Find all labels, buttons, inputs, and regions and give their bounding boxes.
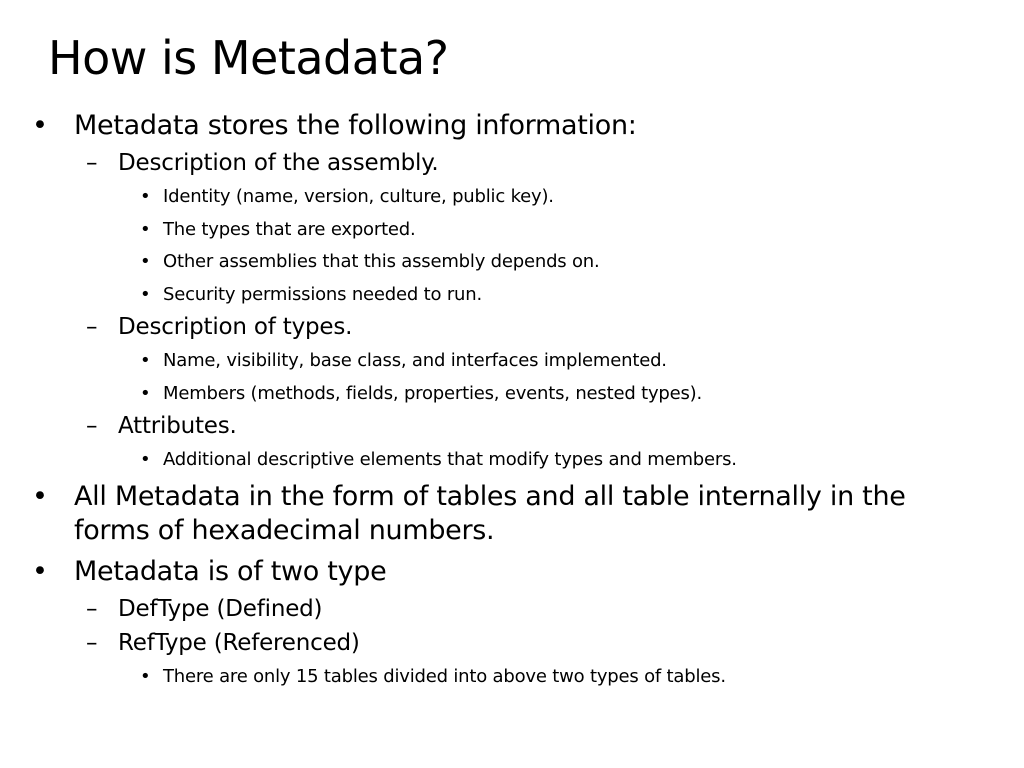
sub-bullet-item bbox=[86, 410, 958, 444]
detail-bullet-item bbox=[140, 444, 963, 477]
bullet-dot-icon: • bbox=[32, 110, 48, 141]
bullet-dot-icon: • bbox=[32, 555, 48, 587]
bullet-dash-icon: – bbox=[86, 413, 98, 439]
detail-bullet-text: Other assemblies that this assembly depends on. bbox=[163, 251, 600, 272]
bullet-item bbox=[32, 552, 954, 593]
bullet-dash-icon: – bbox=[86, 595, 98, 622]
bullet-dot-icon: • bbox=[140, 251, 151, 272]
bullet-dot-icon: • bbox=[140, 449, 151, 470]
detail-bullet-item bbox=[140, 214, 963, 247]
sub-bullet-text: RefType (Referenced) bbox=[118, 629, 360, 656]
sub-bullet-text: DefType (Defined) bbox=[118, 595, 323, 622]
detail-bullet-text: Additional descriptive elements that modify types and members. bbox=[163, 449, 737, 470]
detail-bullet-item bbox=[140, 661, 963, 694]
detail-bullet-text: There are only 15 tables divided into above two types of tables. bbox=[163, 665, 726, 687]
sub-bullet-item bbox=[86, 593, 958, 627]
bullet-dot-icon: • bbox=[140, 382, 151, 404]
slide-content bbox=[0, 106, 1024, 693]
detail-bullet-item bbox=[140, 345, 963, 378]
detail-bullet-item bbox=[140, 378, 963, 411]
slide-title: How is Metadata? bbox=[48, 31, 449, 85]
sub-bullet-item bbox=[86, 311, 958, 345]
bullet-text: Metadata stores the following information: bbox=[74, 110, 637, 141]
detail-bullet-text: The types that are exported. bbox=[163, 218, 416, 240]
bullet-dash-icon: – bbox=[86, 314, 98, 340]
bullet-dot-icon: • bbox=[140, 283, 151, 305]
detail-bullet-text: Name, visibility, base class, and interfaces implemented. bbox=[163, 350, 667, 371]
bullet-item bbox=[32, 477, 954, 552]
sub-bullet-item bbox=[86, 627, 958, 661]
bullet-dot-icon: • bbox=[140, 186, 151, 207]
bullet-dot-icon: • bbox=[32, 480, 48, 512]
bullet-text: Metadata is of two type bbox=[74, 555, 387, 587]
bullet-dot-icon: • bbox=[140, 350, 151, 371]
detail-bullet-text: Security permissions needed to run. bbox=[163, 283, 482, 305]
bullet-item bbox=[32, 106, 954, 147]
sub-bullet-text: Attributes. bbox=[118, 413, 237, 439]
bullet-dot-icon: • bbox=[140, 665, 151, 687]
bullet-dash-icon: – bbox=[86, 629, 98, 656]
detail-bullet-item bbox=[140, 279, 963, 312]
bullet-text: All Metadata in the form of tables and all table internally in the forms of hexadecimal numbers. bbox=[74, 480, 906, 546]
sub-bullet-item bbox=[86, 147, 958, 181]
detail-bullet-text: Members (methods, fields, properties, events, nested types). bbox=[163, 382, 703, 404]
detail-bullet-text: Identity (name, version, culture, public key). bbox=[163, 186, 554, 207]
detail-bullet-item bbox=[140, 181, 963, 214]
bullet-dash-icon: – bbox=[86, 150, 98, 176]
bullet-dot-icon: • bbox=[140, 218, 151, 240]
sub-bullet-text: Description of types. bbox=[118, 314, 353, 340]
detail-bullet-item bbox=[140, 246, 963, 279]
sub-bullet-text: Description of the assembly. bbox=[118, 150, 439, 176]
